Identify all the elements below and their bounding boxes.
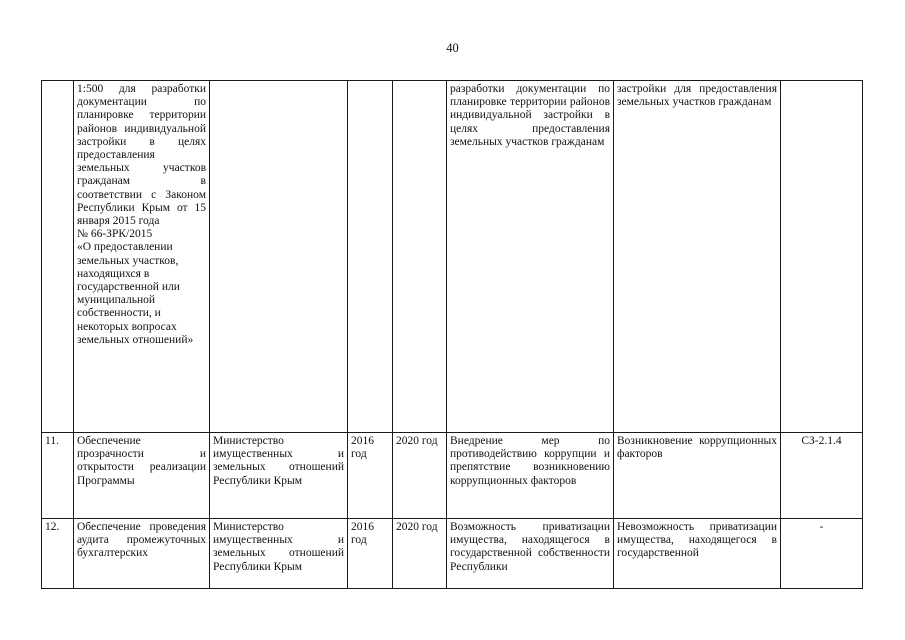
expected-result-cell: Внедрение мер по противодействию коррупции и препятствие возникновению коррупционных факторов (447, 433, 614, 519)
row-number-cell: 11. (42, 433, 74, 519)
page-number: 40 (446, 41, 459, 55)
end-year-cell (393, 81, 447, 433)
indicator-code-cell: - (781, 519, 863, 589)
measure-name-text: 1:500 для разработки документации по планировке территории районов индивидуальной застройки в целях предоставления земельных участков гражданам в соответствии с Законом Республики Крым от 15 января 2015 года (77, 83, 206, 228)
start-year-cell: 2016 год (348, 433, 393, 519)
executor-cell (210, 81, 348, 433)
consequence-cell: Невозможность приватизации имущества, находящегося в государственной (614, 519, 781, 589)
measure-name-cell: Обеспечение прозрачности и открытости реализации Программы (74, 433, 210, 519)
row-number-cell: 12. (42, 519, 74, 589)
start-year-cell: 2016 год (348, 519, 393, 589)
expected-result-cell: Возможность приватизации имущества, находящегося в государственной собственности Республики (447, 519, 614, 589)
expected-result-cell: разработки документации по планировке территории районов индивидуальной застройки в целях предоставления земельных участков гражданам (447, 81, 614, 433)
consequence-cell: Возникновение коррупционных факторов (614, 433, 781, 519)
law-title-text: «О предоставлении земельных участков, находящихся в государственной или муниципальной собственности, и некоторых вопросах земельных отношений» (77, 241, 194, 346)
measure-name-cell: Обеспечение проведения аудита промежуточных бухгалтерских (74, 519, 210, 589)
consequence-cell: застройки для предоставления земельных участков гражданам (614, 81, 781, 433)
indicator-code-cell (781, 81, 863, 433)
indicator-code-cell: СЗ-2.1.4 (781, 433, 863, 519)
table-row (42, 519, 863, 589)
executor-cell: Министерство имущественных и земельных отношений Республики Крым (210, 433, 348, 519)
law-number-text: № 66-ЗРК/2015 (77, 228, 153, 241)
end-year-cell: 2020 год (393, 433, 447, 519)
table-row (42, 433, 863, 519)
end-year-cell: 2020 год (393, 519, 447, 589)
table-row (42, 81, 863, 433)
start-year-cell (348, 81, 393, 433)
program-measures-table (41, 80, 863, 589)
row-number-cell (42, 81, 74, 433)
executor-cell: Министерство имущественных и земельных отношений Республики Крым (210, 519, 348, 589)
measure-name-cell (74, 81, 210, 433)
